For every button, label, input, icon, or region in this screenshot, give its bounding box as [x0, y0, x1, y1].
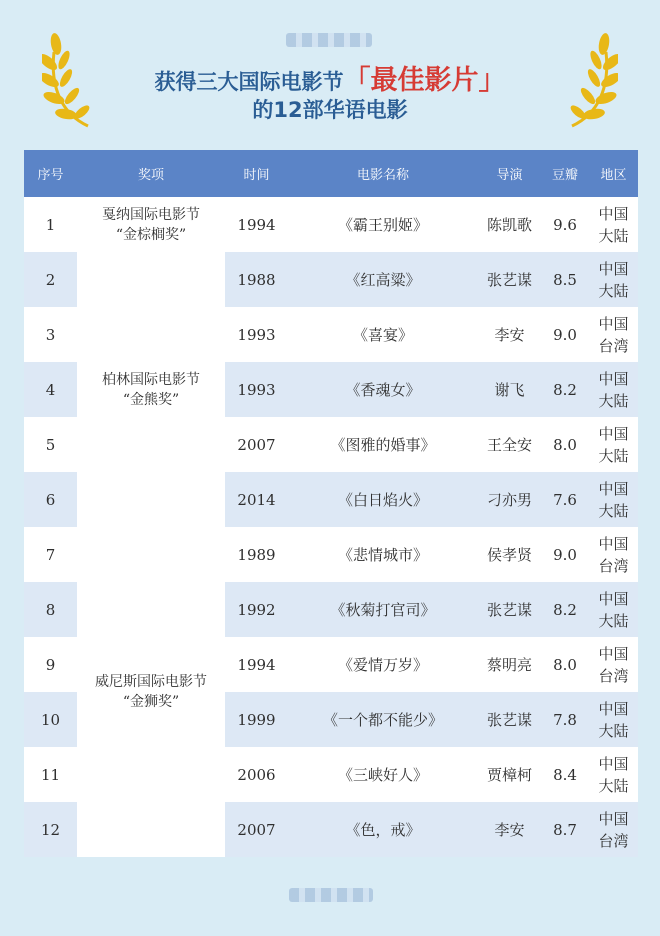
cell-douban: 8.0 [541, 637, 589, 692]
region-line-1: 中国 [598, 699, 629, 718]
cell-title: 《一个都不能少》 [288, 692, 478, 747]
cell-year: 1994 [225, 637, 288, 692]
cell-year: 1999 [225, 692, 288, 747]
region-line-2: 台湾 [598, 336, 629, 355]
cell-douban: 8.0 [541, 417, 589, 472]
cell-title: 《喜宴》 [288, 307, 478, 362]
region-line-1: 中国 [598, 314, 629, 333]
col-header-director: 导演 [478, 150, 541, 197]
cell-title: 《悲情城市》 [288, 527, 478, 582]
region-line-2: 大陆 [598, 446, 629, 465]
cell-no: 6 [24, 472, 77, 527]
cell-region [589, 802, 638, 857]
cell-region [589, 582, 638, 637]
cell-douban: 9.6 [541, 197, 589, 252]
region-line-1: 中国 [598, 754, 629, 773]
region-line-2: 大陆 [598, 391, 629, 410]
cell-title: 《霸王别姬》 [288, 197, 478, 252]
region-line-2: 台湾 [598, 666, 629, 685]
cell-director: 李安 [478, 307, 541, 362]
cell-year: 1988 [225, 252, 288, 307]
cell-no: 4 [24, 362, 77, 417]
cell-douban: 8.5 [541, 252, 589, 307]
region-line-1: 中国 [598, 534, 629, 553]
region-line-1: 中国 [598, 644, 629, 663]
award-venice [77, 527, 225, 857]
cell-title: 《色，戒》 [288, 802, 478, 857]
cell-director: 张艺谋 [478, 252, 541, 307]
cell-year: 2006 [225, 747, 288, 802]
award-name: 威尼斯国际电影节 [95, 674, 207, 690]
region-line-1: 中国 [598, 424, 629, 443]
cell-region [589, 472, 638, 527]
cell-douban: 8.4 [541, 747, 589, 802]
cell-region [589, 417, 638, 472]
cell-director: 李安 [478, 802, 541, 857]
cell-region [589, 252, 638, 307]
cell-no: 1 [24, 197, 77, 252]
title-highlight: 「最佳影片」 [343, 65, 506, 96]
region-line-2: 大陆 [598, 281, 629, 300]
cell-year: 1992 [225, 582, 288, 637]
cell-director: 刁亦男 [478, 472, 541, 527]
region-line-1: 中国 [598, 259, 629, 278]
cell-title: 《秋菊打官司》 [288, 582, 478, 637]
region-line-2: 台湾 [598, 556, 629, 575]
region-line-1: 中国 [598, 589, 629, 608]
award-name: 柏林国际电影节 [102, 371, 200, 388]
table-row [24, 197, 638, 252]
cell-director: 张艺谋 [478, 692, 541, 747]
blurred-watermark-top [286, 33, 372, 47]
page-title-line-1 [0, 58, 660, 97]
cell-title: 《红高粱》 [288, 252, 478, 307]
award-prize: “金狮奖” [122, 694, 180, 710]
cell-title: 《图雅的婚事》 [288, 417, 478, 472]
region-line-2: 大陆 [598, 721, 629, 740]
cell-title: 《白日焰火》 [288, 472, 478, 527]
col-header-douban: 豆瓣 [541, 150, 589, 197]
award-berlin [77, 252, 225, 527]
cell-year: 1993 [225, 362, 288, 417]
cell-douban: 9.0 [541, 307, 589, 362]
cell-year: 2007 [225, 802, 288, 857]
cell-director: 侯孝贤 [478, 527, 541, 582]
award-name: 戛纳国际电影节 [102, 206, 200, 223]
col-header-no: 序号 [24, 150, 77, 197]
cell-no: 9 [24, 637, 77, 692]
col-header-title: 电影名称 [288, 150, 478, 197]
cell-region [589, 747, 638, 802]
cell-no: 7 [24, 527, 77, 582]
col-header-year: 时间 [225, 150, 288, 197]
cell-region [589, 362, 638, 417]
region-line-2: 大陆 [598, 611, 629, 630]
cell-douban: 8.2 [541, 582, 589, 637]
blurred-watermark-bottom [289, 888, 373, 902]
cell-douban: 8.2 [541, 362, 589, 417]
cell-director: 谢飞 [478, 362, 541, 417]
award-prize: “金棕榈奖” [115, 226, 187, 243]
region-line-1: 中国 [598, 204, 629, 223]
region-line-2: 台湾 [598, 831, 629, 850]
cell-no: 11 [24, 747, 77, 802]
cell-region [589, 197, 638, 252]
cell-no: 3 [24, 307, 77, 362]
cell-director: 陈凯歌 [478, 197, 541, 252]
cell-title: 《三峡好人》 [288, 747, 478, 802]
cell-no: 8 [24, 582, 77, 637]
cell-director: 王全安 [478, 417, 541, 472]
award-cannes [77, 197, 225, 252]
region-line-1: 中国 [598, 369, 629, 388]
films-table [24, 150, 638, 857]
col-header-region: 地区 [589, 150, 638, 197]
col-header-award: 奖项 [77, 150, 225, 197]
page-title-line-2: 的12部华语电影 [252, 98, 408, 122]
cell-no: 2 [24, 252, 77, 307]
cell-title: 《香魂女》 [288, 362, 478, 417]
cell-title: 《爱情万岁》 [288, 637, 478, 692]
cell-region [589, 692, 638, 747]
cell-year: 2007 [225, 417, 288, 472]
table-row [24, 527, 638, 582]
cell-douban: 7.6 [541, 472, 589, 527]
cell-region [589, 527, 638, 582]
cell-director: 贾樟柯 [478, 747, 541, 802]
award-prize: “金熊奖” [122, 391, 180, 408]
region-line-2: 大陆 [598, 226, 629, 245]
cell-no: 10 [24, 692, 77, 747]
region-line-2: 大陆 [598, 776, 629, 795]
region-line-1: 中国 [598, 479, 629, 498]
cell-year: 1993 [225, 307, 288, 362]
cell-year: 1989 [225, 527, 288, 582]
cell-director: 张艺谋 [478, 582, 541, 637]
cell-year: 2014 [225, 472, 288, 527]
cell-douban: 7.8 [541, 692, 589, 747]
table-header-row [24, 150, 638, 197]
cell-no: 5 [24, 417, 77, 472]
cell-douban: 8.7 [541, 802, 589, 857]
cell-region [589, 307, 638, 362]
title-prefix: 获得三大国际电影节 [154, 70, 344, 94]
region-line-2: 大陆 [598, 501, 629, 520]
region-line-1: 中国 [598, 809, 629, 828]
cell-douban: 9.0 [541, 527, 589, 582]
cell-no: 12 [24, 802, 77, 857]
cell-director: 蔡明亮 [478, 637, 541, 692]
cell-region [589, 637, 638, 692]
table-row [24, 252, 638, 307]
cell-year: 1994 [225, 197, 288, 252]
